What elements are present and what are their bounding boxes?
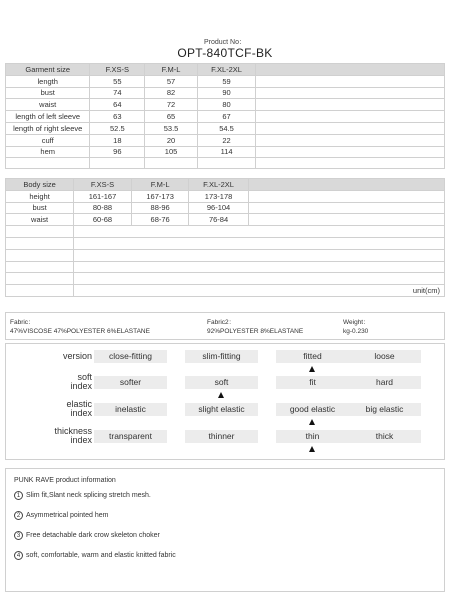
scale-name-line: index [70, 408, 92, 418]
fabric-info [5, 312, 445, 340]
cell-value: 52.5 [90, 122, 145, 134]
scale-name-line: index [70, 435, 92, 445]
scale-name [20, 427, 92, 445]
product-info-title: PUNK RAVE product information [14, 477, 116, 484]
selected-marker-icon [309, 446, 315, 452]
row-label: bust [6, 202, 74, 214]
scale-option: big elastic [348, 403, 421, 416]
list-item [14, 531, 160, 540]
cell-value: 60-68 [74, 214, 132, 226]
weight-label: Weight： [343, 319, 370, 326]
list-item [14, 551, 176, 560]
fabric-2-label: Fabric2： [207, 319, 236, 326]
size-col-xs-s: F.XS-S [90, 64, 145, 76]
item-number: 1 [14, 491, 23, 500]
cell-value: 167-173 [131, 190, 189, 202]
scale-name [20, 373, 92, 391]
item-number: 3 [14, 531, 23, 540]
cell-value: 68-76 [131, 214, 189, 226]
garment-size-header: Garment size [6, 64, 90, 76]
row-label: hem [6, 146, 90, 158]
empty-row [6, 226, 445, 238]
scale-option: close-fitting [94, 350, 167, 363]
cell-value: 80 [197, 99, 255, 111]
cell-value: 76-84 [189, 214, 248, 226]
size-col-xl-2xl: F.XL-2XL [189, 179, 248, 191]
empty-row [6, 249, 445, 261]
scale-name-line: index [70, 381, 92, 391]
cell-value: 54.5 [197, 122, 255, 134]
scale-option: thick [348, 430, 421, 443]
cell-value: 72 [145, 99, 198, 111]
cell-value: 57 [145, 75, 198, 87]
unit-label: unit(cm) [74, 285, 445, 297]
fabric-index-scales [5, 343, 445, 460]
cell-value: 22 [197, 134, 255, 146]
scale-option: loose [348, 350, 421, 363]
unit-row [6, 285, 445, 297]
cell-value: 74 [90, 87, 145, 99]
garment-header-row [6, 64, 445, 76]
table-row [6, 122, 445, 134]
cell-value: 96 [90, 146, 145, 158]
row-label: length of right sleeve [6, 122, 90, 134]
table-row [6, 214, 445, 226]
row-label: cuff [6, 134, 90, 146]
table-row [6, 75, 445, 87]
body-size-header: Body size [6, 179, 74, 191]
item-number: 4 [14, 551, 23, 560]
empty-row [6, 158, 445, 169]
selected-marker-icon [309, 366, 315, 372]
cell-value: 64 [90, 99, 145, 111]
cell-value: 63 [90, 111, 145, 123]
row-label: bust [6, 87, 90, 99]
scale-option: softer [94, 376, 167, 389]
fabric-1 [10, 318, 150, 336]
table-row [6, 99, 445, 111]
item-text: Free detachable dark crow skeleton choker [26, 532, 160, 539]
cell-value: 88-96 [131, 202, 189, 214]
scale-name-line: version [62, 351, 92, 361]
weight [343, 318, 370, 336]
item-text: Slim fit,Slant neck splicing stretch mesh. [26, 492, 151, 499]
table-row [6, 190, 445, 202]
fabric-1-value: 47%VISCOSE 47%POLYESTER 6%ELASTANE [10, 328, 150, 335]
fabric-2-value: 92%POLYESTER 8%ELASTANE [207, 328, 304, 335]
item-text: Asymmetrical pointed hem [26, 512, 109, 519]
scale-option: fitted [276, 350, 349, 363]
cell-value: 161-167 [74, 190, 132, 202]
row-label: height [6, 190, 74, 202]
scale-option: transparent [94, 430, 167, 443]
table-row [6, 87, 445, 99]
garment-size-table [5, 63, 445, 169]
item-number: 2 [14, 511, 23, 520]
scale-name [20, 352, 92, 361]
scale-option: fit [276, 376, 349, 389]
cell-value: 96-104 [189, 202, 248, 214]
scale-option: slight elastic [185, 403, 258, 416]
product-code: OPT-840TCF-BK [177, 46, 273, 60]
selected-marker-icon [309, 419, 315, 425]
body-size-table [5, 178, 445, 297]
body-header-row [6, 179, 445, 191]
cell-value: 67 [197, 111, 255, 123]
cell-value: 65 [145, 111, 198, 123]
scale-option: thinner [185, 430, 258, 443]
empty-row [6, 273, 445, 285]
row-label: length [6, 75, 90, 87]
scale-option: thin [276, 430, 349, 443]
cell-value: 20 [145, 134, 198, 146]
scale-name-line: elastic [66, 399, 92, 409]
scale-option: good elastic [276, 403, 349, 416]
size-col-xs-s: F.XS-S [74, 179, 132, 191]
scale-name-line: soft [77, 372, 92, 382]
row-label: length of left sleeve [6, 111, 90, 123]
fabric-1-label: Fabric： [10, 319, 35, 326]
row-label: waist [6, 99, 90, 111]
cell-value: 173-178 [189, 190, 248, 202]
table-row [6, 134, 445, 146]
cell-value: 55 [90, 75, 145, 87]
cell-value: 114 [197, 146, 255, 158]
table-row [6, 146, 445, 158]
scale-option: soft [185, 376, 258, 389]
list-item [14, 511, 108, 520]
table-row [6, 202, 445, 214]
empty-row [6, 237, 445, 249]
cell-value: 82 [145, 87, 198, 99]
product-no-label: Product No： [203, 39, 247, 46]
item-text: soft, comfortable, warm and elastic knitted fabric [26, 552, 176, 559]
scale-option: slim-fitting [185, 350, 258, 363]
cell-value: 59 [197, 75, 255, 87]
empty-row [6, 261, 445, 273]
scale-name-line: thickness [54, 426, 92, 436]
row-label: waist [6, 214, 74, 226]
weight-value: kg-0.230 [343, 328, 369, 335]
cell-value: 53.5 [145, 122, 198, 134]
fabric-2 [207, 318, 303, 336]
list-item [14, 491, 151, 500]
table-row [6, 111, 445, 123]
cell-value: 18 [90, 134, 145, 146]
cell-value: 80-88 [74, 202, 132, 214]
product-header [0, 38, 450, 60]
cell-value: 90 [197, 87, 255, 99]
cell-value: 105 [145, 146, 198, 158]
scale-option: inelastic [94, 403, 167, 416]
selected-marker-icon [218, 392, 224, 398]
scale-name [20, 400, 92, 418]
size-col-m-l: F.M-L [131, 179, 189, 191]
product-info [5, 468, 445, 592]
size-col-m-l: F.M-L [145, 64, 198, 76]
scale-option: hard [348, 376, 421, 389]
size-col-xl-2xl: F.XL-2XL [197, 64, 255, 76]
